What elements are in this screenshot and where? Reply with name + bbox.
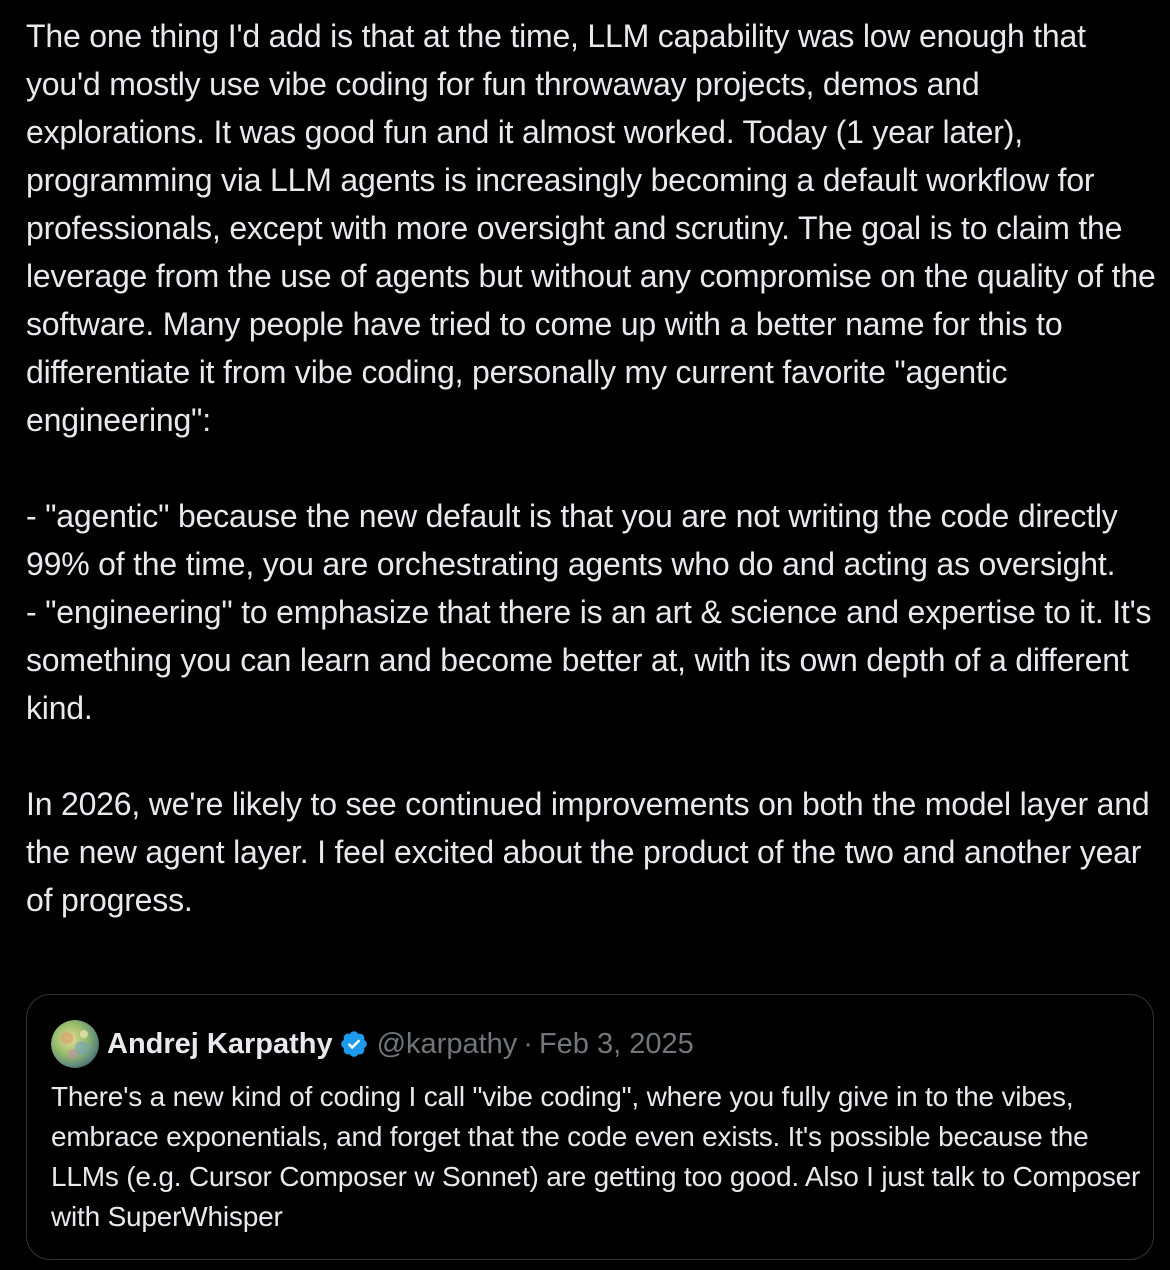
quoted-tweet-header <box>51 1019 694 1069</box>
separator-dot: · <box>523 1027 533 1060</box>
verified-badge-icon <box>339 1029 369 1059</box>
quoted-tweet-card[interactable] <box>26 994 1154 1260</box>
tweet-paragraph-3: In 2026, we're likely to see continued improvements on both the model layer and the new agent layer. I feel excited about the product of the two and another year of progress. <box>26 786 1150 918</box>
avatar[interactable] <box>51 1020 99 1068</box>
tweet-paragraph-1: The one thing I'd add is that at the time, LLM capability was low enough that you'd mostly use vibe coding for fun throwaway projects, demos and explorations. It was good fun and it almost worked. Today (1 year later), programming via LLM agents is increasingly becoming a default workflow for professionals, except with more oversight and scrutiny. The goal is to claim the leverage from the use of agents but without any compromise on the quality of the software. Many people have tried to come up with a better name for this to differentiate it from vibe coding, personally my current favorite "agentic engineering": <box>26 18 1156 438</box>
tweet-paragraph-2: - "agentic" because the new default is that you are not writing the code directly 99% of the time, you are orchestrating agents who do and acting as oversight. - "engineering" to emphasize that there is an art & science and expertise to it. It's something you can learn and become better at, with its own depth of a different kind. <box>26 498 1152 726</box>
quoted-tweet-text: There's a new kind of coding I call "vibe coding", where you fully give in to the vibes, embrace exponentials, and forget that the code even exists. It's possible because the LLMs (e.g. Cursor Composer w Sonnet) are getting too good. Also I just talk to Composer with SuperWhisper <box>51 1081 1141 1232</box>
author-handle[interactable]: @karpathy <box>376 1027 518 1060</box>
tweet-body <box>26 12 1156 924</box>
avatar-image <box>51 1020 99 1068</box>
tweet-date[interactable]: Feb 3, 2025 <box>538 1027 694 1060</box>
author-name[interactable]: Andrej Karpathy <box>107 1027 333 1060</box>
